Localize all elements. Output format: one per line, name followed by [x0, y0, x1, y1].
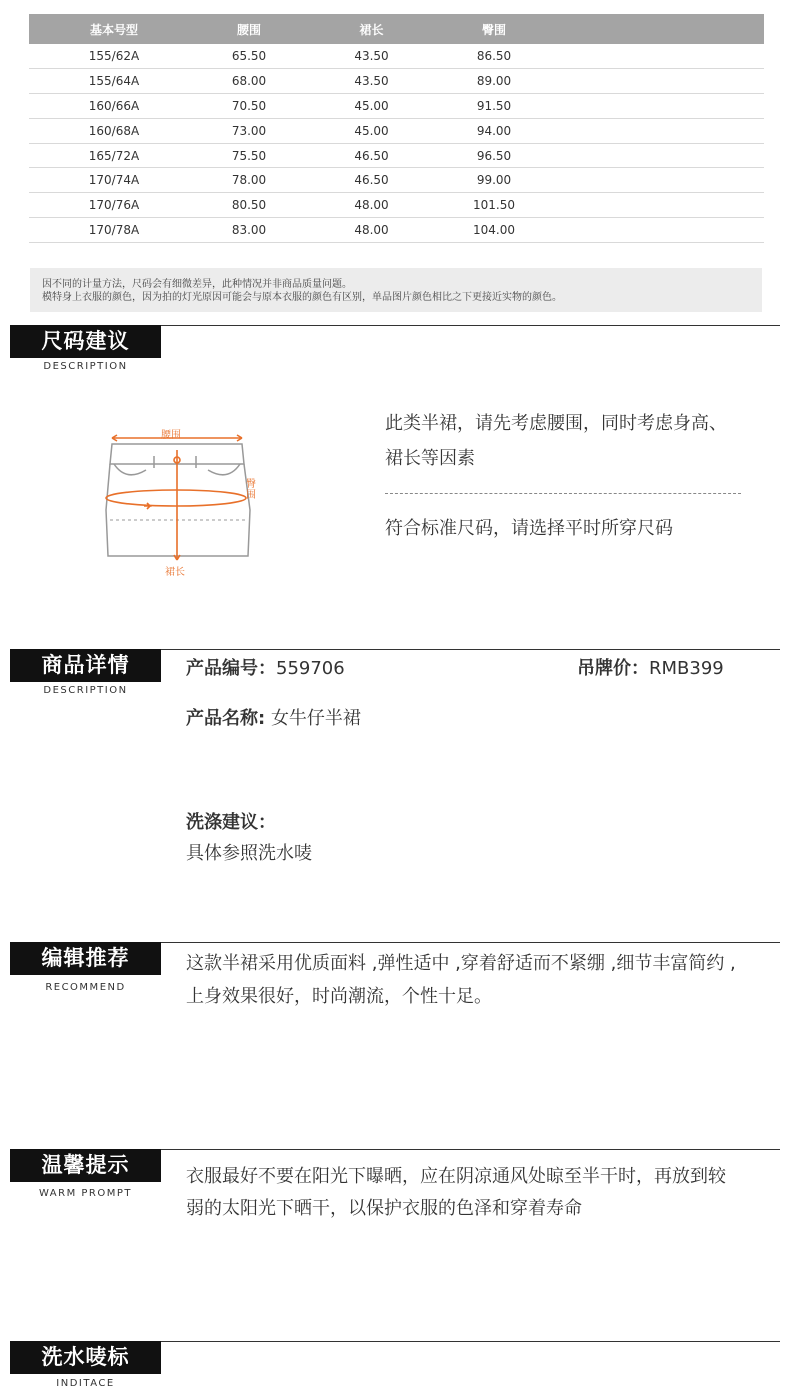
size-table-row [29, 118, 764, 143]
wash-value: 具体参照洗水唛 [186, 843, 312, 864]
warm-line: 衣服最好不要在阳光下曝晒，应在阴凉通风处晾至半干时，再放到较 [186, 1166, 726, 1187]
size-table-header-cell: 裙长 [299, 14, 444, 44]
size-table-cell: 43.50 [299, 69, 444, 94]
size-table-spacer [544, 69, 764, 94]
size-table-cell: 94.00 [444, 118, 544, 143]
size-table-cell: 45.00 [299, 118, 444, 143]
section-subtitle: DESCRIPTION [43, 685, 128, 696]
size-table-row [29, 69, 764, 94]
size-table-cell: 91.50 [444, 94, 544, 119]
size-table-spacer [544, 193, 764, 218]
wash-label: 洗涤建议： [186, 812, 276, 833]
size-table-cell: 101.50 [444, 193, 544, 218]
size-table-header-spacer [544, 14, 764, 44]
section-subtitle: INDITACE [56, 1378, 115, 1389]
size-table-cell: 46.50 [299, 143, 444, 168]
size-table-row [29, 218, 764, 243]
section-subtitle: DESCRIPTION [43, 361, 128, 372]
recommend-line: 上身效果很好，时尚潮流，个性十足。 [186, 986, 492, 1007]
dashed-divider [385, 493, 741, 494]
size-table-cell: 165/72A [29, 143, 199, 168]
product-name-value: 女牛仔半裙 [270, 708, 361, 729]
size-table-cell: 48.00 [299, 193, 444, 218]
size-table-cell: 48.00 [299, 218, 444, 243]
size-table-header-cell: 基本号型 [29, 14, 199, 44]
size-table-cell: 170/76A [29, 193, 199, 218]
size-table-spacer [544, 118, 764, 143]
size-table-cell: 86.50 [444, 44, 544, 69]
size-table-cell: 155/62A [29, 44, 199, 69]
size-table-spacer [544, 218, 764, 243]
size-table-row [29, 143, 764, 168]
product-code-value: 559706 [276, 658, 345, 679]
size-table-cell: 43.50 [299, 44, 444, 69]
size-table-cell: 96.50 [444, 143, 544, 168]
size-table-cell: 73.00 [199, 118, 299, 143]
size-note-line: 模特身上衣服的颜色，因为拍的灯光原因可能会与原本衣服的颜色有区别，单品图片颜色相比之下更接近实物的颜色。 [42, 292, 562, 303]
size-table-cell: 75.50 [199, 143, 299, 168]
diagram-label-hip: 臀围 [246, 479, 256, 501]
size-table-row [29, 94, 764, 119]
tag-price [577, 652, 724, 686]
size-table-cell: 99.00 [444, 168, 544, 193]
size-advice-line: 裙长等因素 [385, 448, 475, 469]
size-table-spacer [544, 168, 764, 193]
product-name [186, 702, 361, 736]
size-table-cell: 78.00 [199, 168, 299, 193]
size-table-cell: 45.00 [299, 94, 444, 119]
size-note [30, 268, 762, 312]
size-table-cell: 170/78A [29, 218, 199, 243]
recommend-line: 这款半裙采用优质面料 ,弹性适中 ,穿着舒适而不紧绷 ,细节丰富简约 , [186, 953, 736, 974]
size-table-spacer [544, 143, 764, 168]
product-code [186, 652, 345, 686]
size-table-spacer [544, 94, 764, 119]
diagram-label-length: 裙长 [165, 567, 185, 578]
size-table-cell: 68.00 [199, 69, 299, 94]
size-table-cell: 89.00 [444, 69, 544, 94]
size-advice-line: 此类半裙，请先考虑腰围，同时考虑身高、 [385, 413, 727, 434]
tag-price-value: RMB399 [649, 658, 724, 679]
size-note-line: 因不同的计量方法，尺码会有细微差异，此种情况并非商品质量问题。 [42, 279, 352, 290]
size-table-cell: 65.50 [199, 44, 299, 69]
section-title-size-advice: 尺码建议 [10, 325, 161, 358]
size-table-header-cell: 臀围 [444, 14, 544, 44]
size-table [29, 14, 764, 243]
tag-price-label: 吊牌价： [577, 658, 649, 679]
size-table-row [29, 44, 764, 69]
section-subtitle: WARM PROMPT [38, 1188, 133, 1199]
size-table-cell: 104.00 [444, 218, 544, 243]
size-table-cell: 170/74A [29, 168, 199, 193]
section-subtitle: RECOMMEND [45, 982, 126, 993]
warm-line: 弱的太阳光下晒干，以保护衣服的色泽和穿着寿命 [186, 1198, 582, 1219]
section-title-indicate: 洗水唛标 [10, 1341, 161, 1374]
product-name-label: 产品名称: [186, 708, 266, 729]
size-table-spacer [544, 44, 764, 69]
size-table-cell: 160/66A [29, 94, 199, 119]
size-table-row [29, 168, 764, 193]
size-table-cell: 80.50 [199, 193, 299, 218]
section-title-details: 商品详情 [10, 649, 161, 682]
section-title-recommend: 编辑推荐 [10, 942, 161, 975]
size-table-row [29, 193, 764, 218]
size-table-cell: 46.50 [299, 168, 444, 193]
diagram-label-waist: 腰围 [161, 430, 181, 441]
size-table-cell: 155/64A [29, 69, 199, 94]
section-title-warm: 温馨提示 [10, 1149, 161, 1182]
size-table-header-cell: 腰围 [199, 14, 299, 44]
skirt-diagram [100, 420, 270, 580]
size-table-cell: 83.00 [199, 218, 299, 243]
size-table-header [29, 14, 764, 44]
size-table-cell: 70.50 [199, 94, 299, 119]
product-code-label: 产品编号： [186, 658, 276, 679]
size-table-cell: 160/68A [29, 118, 199, 143]
size-advice-line: 符合标准尺码，请选择平时所穿尺码 [385, 518, 673, 539]
